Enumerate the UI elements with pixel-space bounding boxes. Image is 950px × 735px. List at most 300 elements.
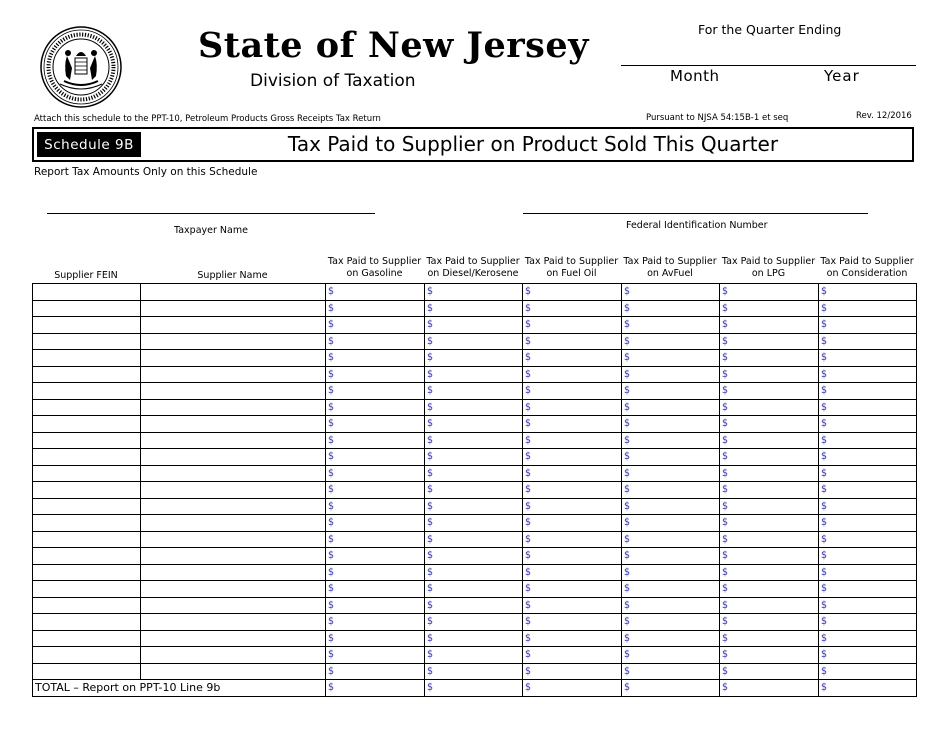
tax-gasoline-cell[interactable] xyxy=(326,548,425,565)
supplier-name-cell[interactable] xyxy=(141,515,326,532)
supplier-name-cell[interactable] xyxy=(141,350,326,367)
supplier-name-cell[interactable] xyxy=(141,465,326,482)
total-fuel-oil-cell[interactable] xyxy=(523,680,622,697)
dollar-sign: $ xyxy=(624,583,631,595)
total-row xyxy=(33,680,917,697)
tax-lpg-cell[interactable] xyxy=(720,449,819,466)
table-row xyxy=(33,416,917,433)
dollar-sign: $ xyxy=(328,451,335,463)
tax-consideration-cell[interactable] xyxy=(819,432,917,449)
supplier-name-cell[interactable] xyxy=(141,416,326,433)
tax-avfuel-cell[interactable] xyxy=(622,333,720,350)
tax-gasoline-cell[interactable] xyxy=(326,366,425,383)
tax-consideration-cell[interactable] xyxy=(819,366,917,383)
tax-lpg-cell[interactable] xyxy=(720,366,819,383)
tax-diesel-cell[interactable] xyxy=(425,449,523,466)
tax-gasoline-cell[interactable] xyxy=(326,300,425,317)
tax-consideration-cell[interactable] xyxy=(819,630,917,647)
dollar-sign: $ xyxy=(624,500,631,512)
supplier-fein-cell[interactable] xyxy=(33,317,141,334)
tax-lpg-cell[interactable] xyxy=(720,284,819,301)
tax-lpg-cell[interactable] xyxy=(720,383,819,400)
tax-diesel-cell[interactable] xyxy=(425,284,523,301)
dollar-sign: $ xyxy=(722,566,729,578)
supplier-name-cell[interactable] xyxy=(141,630,326,647)
tax-consideration-cell[interactable] xyxy=(819,531,917,548)
supplier-name-cell[interactable] xyxy=(141,531,326,548)
dollar-sign: $ xyxy=(821,665,828,677)
tax-gasoline-cell[interactable] xyxy=(326,432,425,449)
supplier-fein-cell[interactable] xyxy=(33,416,141,433)
tax-consideration-cell[interactable] xyxy=(819,581,917,598)
tax-avfuel-cell[interactable] xyxy=(622,366,720,383)
tax-gasoline-cell[interactable] xyxy=(326,531,425,548)
supplier-tax-table xyxy=(32,283,917,697)
tax-fuel-oil-cell[interactable] xyxy=(523,531,622,548)
dollar-sign: $ xyxy=(427,599,434,611)
supplier-fein-cell[interactable] xyxy=(33,300,141,317)
tax-gasoline-cell[interactable] xyxy=(326,515,425,532)
state-seal-icon xyxy=(40,26,122,108)
tax-consideration-cell[interactable] xyxy=(819,333,917,350)
dollar-sign: $ xyxy=(722,451,729,463)
tax-fuel-oil-cell[interactable] xyxy=(523,416,622,433)
dollar-sign: $ xyxy=(328,418,335,430)
supplier-fein-cell[interactable] xyxy=(33,350,141,367)
tax-diesel-cell[interactable] xyxy=(425,531,523,548)
tax-fuel-oil-cell[interactable] xyxy=(523,614,622,631)
tax-gasoline-cell[interactable] xyxy=(326,564,425,581)
dollar-sign: $ xyxy=(328,434,335,446)
tax-diesel-cell[interactable] xyxy=(425,350,523,367)
tax-lpg-cell[interactable] xyxy=(720,465,819,482)
schedule-banner xyxy=(32,127,914,162)
tax-avfuel-cell[interactable] xyxy=(622,515,720,532)
table-row xyxy=(33,614,917,631)
dollar-sign: $ xyxy=(525,632,532,644)
dollar-sign: $ xyxy=(722,599,729,611)
tax-consideration-cell[interactable] xyxy=(819,498,917,515)
tax-avfuel-cell[interactable] xyxy=(622,317,720,334)
tax-avfuel-cell[interactable] xyxy=(622,663,720,680)
tax-gasoline-cell[interactable] xyxy=(326,284,425,301)
dollar-sign: $ xyxy=(427,368,434,380)
tax-gasoline-cell[interactable] xyxy=(326,581,425,598)
dollar-sign: $ xyxy=(821,649,828,661)
tax-avfuel-cell[interactable] xyxy=(622,300,720,317)
tax-consideration-cell[interactable] xyxy=(819,449,917,466)
dollar-sign: $ xyxy=(525,566,532,578)
dollar-sign: $ xyxy=(821,335,828,347)
supplier-fein-cell[interactable] xyxy=(33,465,141,482)
supplier-name-cell[interactable] xyxy=(141,663,326,680)
dollar-sign: $ xyxy=(525,517,532,529)
table-row xyxy=(33,531,917,548)
tax-consideration-cell[interactable] xyxy=(819,383,917,400)
tax-consideration-cell[interactable] xyxy=(819,399,917,416)
taxpayer-name-field[interactable] xyxy=(47,213,375,214)
tax-diesel-cell[interactable] xyxy=(425,548,523,565)
supplier-fein-cell[interactable] xyxy=(33,515,141,532)
tax-lpg-cell[interactable] xyxy=(720,647,819,664)
dollar-sign: $ xyxy=(821,682,828,694)
dollar-sign: $ xyxy=(722,286,729,298)
table-row xyxy=(33,432,917,449)
supplier-name-cell[interactable] xyxy=(141,564,326,581)
tax-fuel-oil-cell[interactable] xyxy=(523,581,622,598)
dollar-sign: $ xyxy=(624,451,631,463)
supplier-fein-cell[interactable] xyxy=(33,663,141,680)
tax-lpg-cell[interactable] xyxy=(720,531,819,548)
dollar-sign: $ xyxy=(722,302,729,314)
tax-fuel-oil-cell[interactable] xyxy=(523,647,622,664)
tax-lpg-cell[interactable] xyxy=(720,300,819,317)
dollar-sign: $ xyxy=(427,616,434,628)
tax-lpg-cell[interactable] xyxy=(720,333,819,350)
tax-fuel-oil-cell[interactable] xyxy=(523,300,622,317)
dollar-sign: $ xyxy=(328,500,335,512)
total-gasoline-cell[interactable] xyxy=(326,680,425,697)
dollar-sign: $ xyxy=(722,583,729,595)
dollar-sign: $ xyxy=(624,434,631,446)
supplier-fein-cell[interactable] xyxy=(33,531,141,548)
dollar-sign: $ xyxy=(624,566,631,578)
tax-fuel-oil-cell[interactable] xyxy=(523,383,622,400)
dollar-sign: $ xyxy=(328,665,335,677)
tax-fuel-oil-cell[interactable] xyxy=(523,449,622,466)
supplier-fein-cell[interactable] xyxy=(33,630,141,647)
dollar-sign: $ xyxy=(427,451,434,463)
supplier-name-cell[interactable] xyxy=(141,449,326,466)
tax-gasoline-cell[interactable] xyxy=(326,383,425,400)
supplier-name-cell[interactable] xyxy=(141,597,326,614)
supplier-name-cell[interactable] xyxy=(141,548,326,565)
supplier-fein-cell[interactable] xyxy=(33,564,141,581)
tax-diesel-cell[interactable] xyxy=(425,399,523,416)
table-row xyxy=(33,350,917,367)
dollar-sign: $ xyxy=(821,500,828,512)
dollar-sign: $ xyxy=(525,599,532,611)
total-lpg-cell[interactable] xyxy=(720,680,819,697)
tax-lpg-cell[interactable] xyxy=(720,399,819,416)
dollar-sign: $ xyxy=(328,302,335,314)
table-row xyxy=(33,564,917,581)
col-header-consideration: Tax Paid to Supplier on Consideration xyxy=(820,256,914,279)
tax-fuel-oil-cell[interactable] xyxy=(523,597,622,614)
tax-fuel-oil-cell[interactable] xyxy=(523,498,622,515)
tax-diesel-cell[interactable] xyxy=(425,482,523,499)
tax-avfuel-cell[interactable] xyxy=(622,432,720,449)
table-row xyxy=(33,449,917,466)
schedule-badge: Schedule 9B xyxy=(37,132,141,157)
report-note: Report Tax Amounts Only on this Schedule xyxy=(34,166,258,178)
tax-avfuel-cell[interactable] xyxy=(622,416,720,433)
dollar-sign: $ xyxy=(525,319,532,331)
dollar-sign: $ xyxy=(821,319,828,331)
dollar-sign: $ xyxy=(525,583,532,595)
dollar-sign: $ xyxy=(328,632,335,644)
supplier-fein-cell[interactable] xyxy=(33,399,141,416)
tax-diesel-cell[interactable] xyxy=(425,564,523,581)
tax-fuel-oil-cell[interactable] xyxy=(523,366,622,383)
tax-gasoline-cell[interactable] xyxy=(326,482,425,499)
tax-gasoline-cell[interactable] xyxy=(326,317,425,334)
tax-fuel-oil-cell[interactable] xyxy=(523,482,622,499)
tax-avfuel-cell[interactable] xyxy=(622,614,720,631)
tax-diesel-cell[interactable] xyxy=(425,597,523,614)
tax-avfuel-cell[interactable] xyxy=(622,564,720,581)
tax-lpg-cell[interactable] xyxy=(720,317,819,334)
supplier-fein-cell[interactable] xyxy=(33,581,141,598)
tax-lpg-cell[interactable] xyxy=(720,515,819,532)
tax-diesel-cell[interactable] xyxy=(425,366,523,383)
dollar-sign: $ xyxy=(328,335,335,347)
tax-lpg-cell[interactable] xyxy=(720,432,819,449)
tax-lpg-cell[interactable] xyxy=(720,498,819,515)
tax-consideration-cell[interactable] xyxy=(819,515,917,532)
supplier-fein-cell[interactable] xyxy=(33,614,141,631)
tax-gasoline-cell[interactable] xyxy=(326,663,425,680)
tax-diesel-cell[interactable] xyxy=(425,432,523,449)
dollar-sign: $ xyxy=(821,434,828,446)
tax-fuel-oil-cell[interactable] xyxy=(523,399,622,416)
federal-id-field[interactable] xyxy=(523,213,868,214)
tax-gasoline-cell[interactable] xyxy=(326,630,425,647)
supplier-name-cell[interactable] xyxy=(141,432,326,449)
tax-gasoline-cell[interactable] xyxy=(326,597,425,614)
dollar-sign: $ xyxy=(328,385,335,397)
tax-consideration-cell[interactable] xyxy=(819,317,917,334)
table-row xyxy=(33,515,917,532)
tax-avfuel-cell[interactable] xyxy=(622,498,720,515)
tax-gasoline-cell[interactable] xyxy=(326,449,425,466)
supplier-name-cell[interactable] xyxy=(141,482,326,499)
tax-fuel-oil-cell[interactable] xyxy=(523,317,622,334)
dollar-sign: $ xyxy=(821,451,828,463)
table-row xyxy=(33,317,917,334)
tax-diesel-cell[interactable] xyxy=(425,300,523,317)
tax-gasoline-cell[interactable] xyxy=(326,350,425,367)
tax-gasoline-cell[interactable] xyxy=(326,614,425,631)
dollar-sign: $ xyxy=(328,368,335,380)
tax-lpg-cell[interactable] xyxy=(720,564,819,581)
supplier-fein-cell[interactable] xyxy=(33,449,141,466)
dollar-sign: $ xyxy=(722,682,729,694)
col-header-avfuel: Tax Paid to Supplier on AvFuel xyxy=(623,256,717,279)
dollar-sign: $ xyxy=(821,517,828,529)
dollar-sign: $ xyxy=(328,401,335,413)
tax-gasoline-cell[interactable] xyxy=(326,416,425,433)
supplier-name-cell[interactable] xyxy=(141,614,326,631)
quarter-ending-field[interactable] xyxy=(621,65,916,66)
dollar-sign: $ xyxy=(624,418,631,430)
supplier-name-cell[interactable] xyxy=(141,366,326,383)
supplier-name-cell[interactable] xyxy=(141,284,326,301)
tax-gasoline-cell[interactable] xyxy=(326,647,425,664)
dollar-sign: $ xyxy=(525,451,532,463)
tax-fuel-oil-cell[interactable] xyxy=(523,465,622,482)
dollar-sign: $ xyxy=(525,434,532,446)
supplier-fein-cell[interactable] xyxy=(33,498,141,515)
tax-diesel-cell[interactable] xyxy=(425,498,523,515)
supplier-name-cell[interactable] xyxy=(141,498,326,515)
tax-lpg-cell[interactable] xyxy=(720,581,819,598)
dollar-sign: $ xyxy=(722,665,729,677)
state-title: State of New Jersey xyxy=(198,25,589,66)
tax-gasoline-cell[interactable] xyxy=(326,498,425,515)
dollar-sign: $ xyxy=(722,616,729,628)
tax-avfuel-cell[interactable] xyxy=(622,399,720,416)
dollar-sign: $ xyxy=(624,286,631,298)
table-row xyxy=(33,399,917,416)
tax-avfuel-cell[interactable] xyxy=(622,284,720,301)
tax-consideration-cell[interactable] xyxy=(819,482,917,499)
col-header-fuel-oil: Tax Paid to Supplier on Fuel Oil xyxy=(524,256,619,279)
supplier-name-cell[interactable] xyxy=(141,333,326,350)
tax-fuel-oil-cell[interactable] xyxy=(523,432,622,449)
taxpayer-name-label: Taxpayer Name xyxy=(174,225,248,236)
tax-avfuel-cell[interactable] xyxy=(622,449,720,466)
tax-avfuel-cell[interactable] xyxy=(622,548,720,565)
table-row xyxy=(33,581,917,598)
tax-lpg-cell[interactable] xyxy=(720,663,819,680)
dollar-sign: $ xyxy=(624,335,631,347)
supplier-name-cell[interactable] xyxy=(141,383,326,400)
dollar-sign: $ xyxy=(427,319,434,331)
total-avfuel-cell[interactable] xyxy=(622,680,720,697)
dollar-sign: $ xyxy=(525,682,532,694)
supplier-fein-cell[interactable] xyxy=(33,333,141,350)
tax-fuel-oil-cell[interactable] xyxy=(523,350,622,367)
tax-diesel-cell[interactable] xyxy=(425,416,523,433)
tax-diesel-cell[interactable] xyxy=(425,647,523,664)
tax-consideration-cell[interactable] xyxy=(819,663,917,680)
tax-lpg-cell[interactable] xyxy=(720,614,819,631)
tax-gasoline-cell[interactable] xyxy=(326,399,425,416)
tax-consideration-cell[interactable] xyxy=(819,416,917,433)
supplier-fein-cell[interactable] xyxy=(33,597,141,614)
tax-lpg-cell[interactable] xyxy=(720,630,819,647)
dollar-sign: $ xyxy=(427,401,434,413)
tax-lpg-cell[interactable] xyxy=(720,350,819,367)
revision-date: Rev. 12/2016 xyxy=(856,111,912,121)
tax-diesel-cell[interactable] xyxy=(425,333,523,350)
supplier-fein-cell[interactable] xyxy=(33,366,141,383)
tax-avfuel-cell[interactable] xyxy=(622,581,720,598)
tax-fuel-oil-cell[interactable] xyxy=(523,663,622,680)
tax-lpg-cell[interactable] xyxy=(720,482,819,499)
supplier-fein-cell[interactable] xyxy=(33,548,141,565)
supplier-fein-cell[interactable] xyxy=(33,647,141,664)
tax-avfuel-cell[interactable] xyxy=(622,531,720,548)
tax-diesel-cell[interactable] xyxy=(425,581,523,598)
tax-fuel-oil-cell[interactable] xyxy=(523,630,622,647)
supplier-name-cell[interactable] xyxy=(141,399,326,416)
dollar-sign: $ xyxy=(821,632,828,644)
dollar-sign: $ xyxy=(525,533,532,545)
tax-consideration-cell[interactable] xyxy=(819,614,917,631)
tax-consideration-cell[interactable] xyxy=(819,548,917,565)
tax-diesel-cell[interactable] xyxy=(425,465,523,482)
dollar-sign: $ xyxy=(525,467,532,479)
tax-fuel-oil-cell[interactable] xyxy=(523,284,622,301)
dollar-sign: $ xyxy=(624,665,631,677)
tax-lpg-cell[interactable] xyxy=(720,597,819,614)
tax-fuel-oil-cell[interactable] xyxy=(523,564,622,581)
supplier-name-cell[interactable] xyxy=(141,317,326,334)
tax-gasoline-cell[interactable] xyxy=(326,333,425,350)
table-row xyxy=(33,300,917,317)
dollar-sign: $ xyxy=(821,368,828,380)
dollar-sign: $ xyxy=(624,682,631,694)
tax-avfuel-cell[interactable] xyxy=(622,647,720,664)
dollar-sign: $ xyxy=(624,401,631,413)
supplier-name-cell[interactable] xyxy=(141,647,326,664)
tax-avfuel-cell[interactable] xyxy=(622,350,720,367)
tax-diesel-cell[interactable] xyxy=(425,317,523,334)
dollar-sign: $ xyxy=(328,533,335,545)
tax-consideration-cell[interactable] xyxy=(819,564,917,581)
tax-consideration-cell[interactable] xyxy=(819,465,917,482)
tax-avfuel-cell[interactable] xyxy=(622,383,720,400)
supplier-name-cell[interactable] xyxy=(141,581,326,598)
supplier-fein-cell[interactable] xyxy=(33,383,141,400)
dollar-sign: $ xyxy=(328,286,335,298)
tax-consideration-cell[interactable] xyxy=(819,300,917,317)
dollar-sign: $ xyxy=(722,434,729,446)
tax-lpg-cell[interactable] xyxy=(720,416,819,433)
dollar-sign: $ xyxy=(328,682,335,694)
tax-consideration-cell[interactable] xyxy=(819,350,917,367)
supplier-name-cell[interactable] xyxy=(141,300,326,317)
tax-diesel-cell[interactable] xyxy=(425,663,523,680)
tax-fuel-oil-cell[interactable] xyxy=(523,515,622,532)
total-consideration-cell[interactable] xyxy=(819,680,917,697)
supplier-fein-cell[interactable] xyxy=(33,482,141,499)
tax-diesel-cell[interactable] xyxy=(425,515,523,532)
tax-diesel-cell[interactable] xyxy=(425,630,523,647)
tax-avfuel-cell[interactable] xyxy=(622,630,720,647)
schedule-title: Tax Paid to Supplier on Product Sold This Quarter xyxy=(287,132,779,156)
dollar-sign: $ xyxy=(427,550,434,562)
tax-avfuel-cell[interactable] xyxy=(622,482,720,499)
dollar-sign: $ xyxy=(328,319,335,331)
supplier-fein-cell[interactable] xyxy=(33,432,141,449)
table-row xyxy=(33,383,917,400)
tax-gasoline-cell[interactable] xyxy=(326,465,425,482)
tax-diesel-cell[interactable] xyxy=(425,614,523,631)
dollar-sign: $ xyxy=(427,286,434,298)
dollar-sign: $ xyxy=(821,286,828,298)
dollar-sign: $ xyxy=(624,302,631,314)
dollar-sign: $ xyxy=(624,368,631,380)
total-diesel-cell[interactable] xyxy=(425,680,523,697)
supplier-fein-cell[interactable] xyxy=(33,284,141,301)
tax-avfuel-cell[interactable] xyxy=(622,597,720,614)
tax-avfuel-cell[interactable] xyxy=(622,465,720,482)
tax-fuel-oil-cell[interactable] xyxy=(523,548,622,565)
tax-consideration-cell[interactable] xyxy=(819,284,917,301)
dollar-sign: $ xyxy=(722,319,729,331)
dollar-sign: $ xyxy=(821,599,828,611)
tax-fuel-oil-cell[interactable] xyxy=(523,333,622,350)
tax-consideration-cell[interactable] xyxy=(819,597,917,614)
division-title: Division of Taxation xyxy=(250,71,416,91)
tax-diesel-cell[interactable] xyxy=(425,383,523,400)
dollar-sign: $ xyxy=(525,302,532,314)
tax-lpg-cell[interactable] xyxy=(720,548,819,565)
tax-consideration-cell[interactable] xyxy=(819,647,917,664)
